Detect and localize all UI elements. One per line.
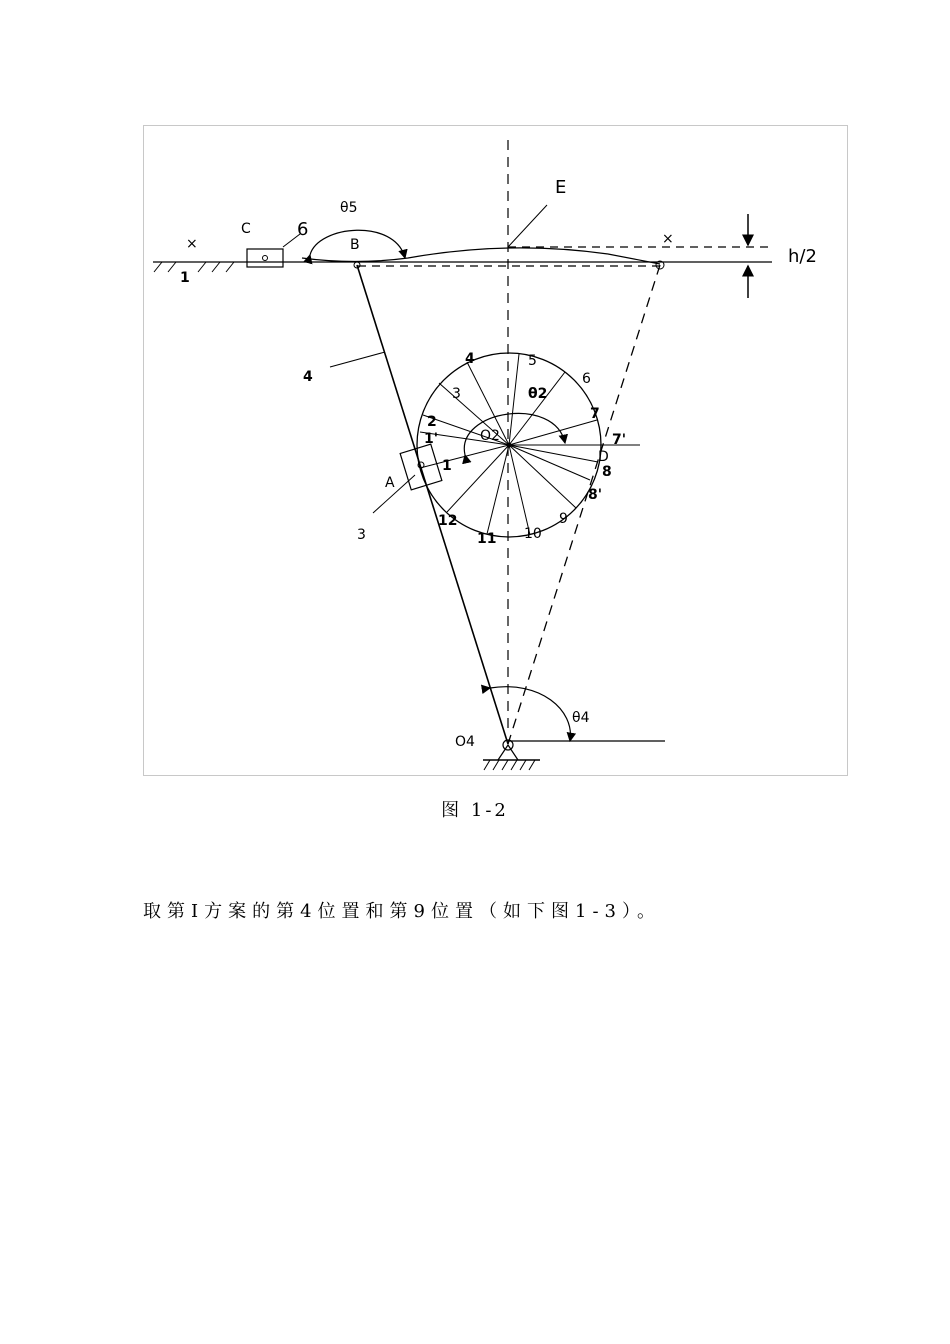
body-paragraph: 取第I方案的第4位置和第9位置（如下图1-3）。 [143, 901, 661, 922]
label-1: 1 [180, 270, 190, 286]
label-slider-c: C [241, 221, 251, 237]
link-4-dashed [508, 265, 660, 744]
label-pos-8: 8 [602, 464, 612, 480]
label-pos-12: 12 [438, 513, 458, 529]
label-pos-11: 11 [477, 531, 497, 547]
label-6: 6 [297, 219, 309, 240]
label-pos-10: 10 [524, 526, 542, 542]
slider-c [247, 249, 283, 267]
theta4-arc [490, 687, 570, 741]
label-x-right: × [662, 231, 674, 247]
label-o4: O4 [455, 734, 475, 750]
label-x-left: × [186, 236, 198, 252]
link-4 [357, 265, 508, 744]
pivot-o2 [507, 443, 512, 448]
label-h2: h/2 [788, 246, 817, 267]
label-4-link: 4 [303, 369, 313, 385]
label-pos-8p: 8' [588, 487, 603, 503]
label-pos-1: 1 [442, 458, 452, 474]
pivot-o4 [483, 740, 540, 770]
label-pos-3: 3 [452, 386, 461, 402]
label-pos-2: 2 [427, 414, 437, 430]
label-pos-1p: 1' [424, 431, 439, 447]
label-pos-7p: 7' [612, 432, 627, 448]
label-b: B [350, 237, 360, 253]
label-pos-4: 4 [465, 351, 475, 367]
label-a: A [385, 475, 395, 491]
label-pos-9: 9 [559, 511, 568, 527]
leader-e [508, 205, 547, 247]
label-d: D [598, 449, 609, 465]
label-pos-5: 5 [528, 353, 537, 369]
figure-caption: 图 1-2 [441, 800, 509, 821]
label-theta5: θ5 [340, 200, 358, 216]
leader-4 [330, 352, 385, 367]
label-pos-6: 6 [582, 371, 591, 387]
label-o2: O2 [480, 428, 500, 444]
slider-c-pin [263, 256, 268, 261]
label-3: 3 [357, 527, 366, 543]
label-pos-7: 7 [590, 406, 600, 422]
label-e: E [555, 177, 567, 198]
label-theta2: θ2 [528, 386, 548, 402]
label-theta4: θ4 [572, 710, 590, 726]
